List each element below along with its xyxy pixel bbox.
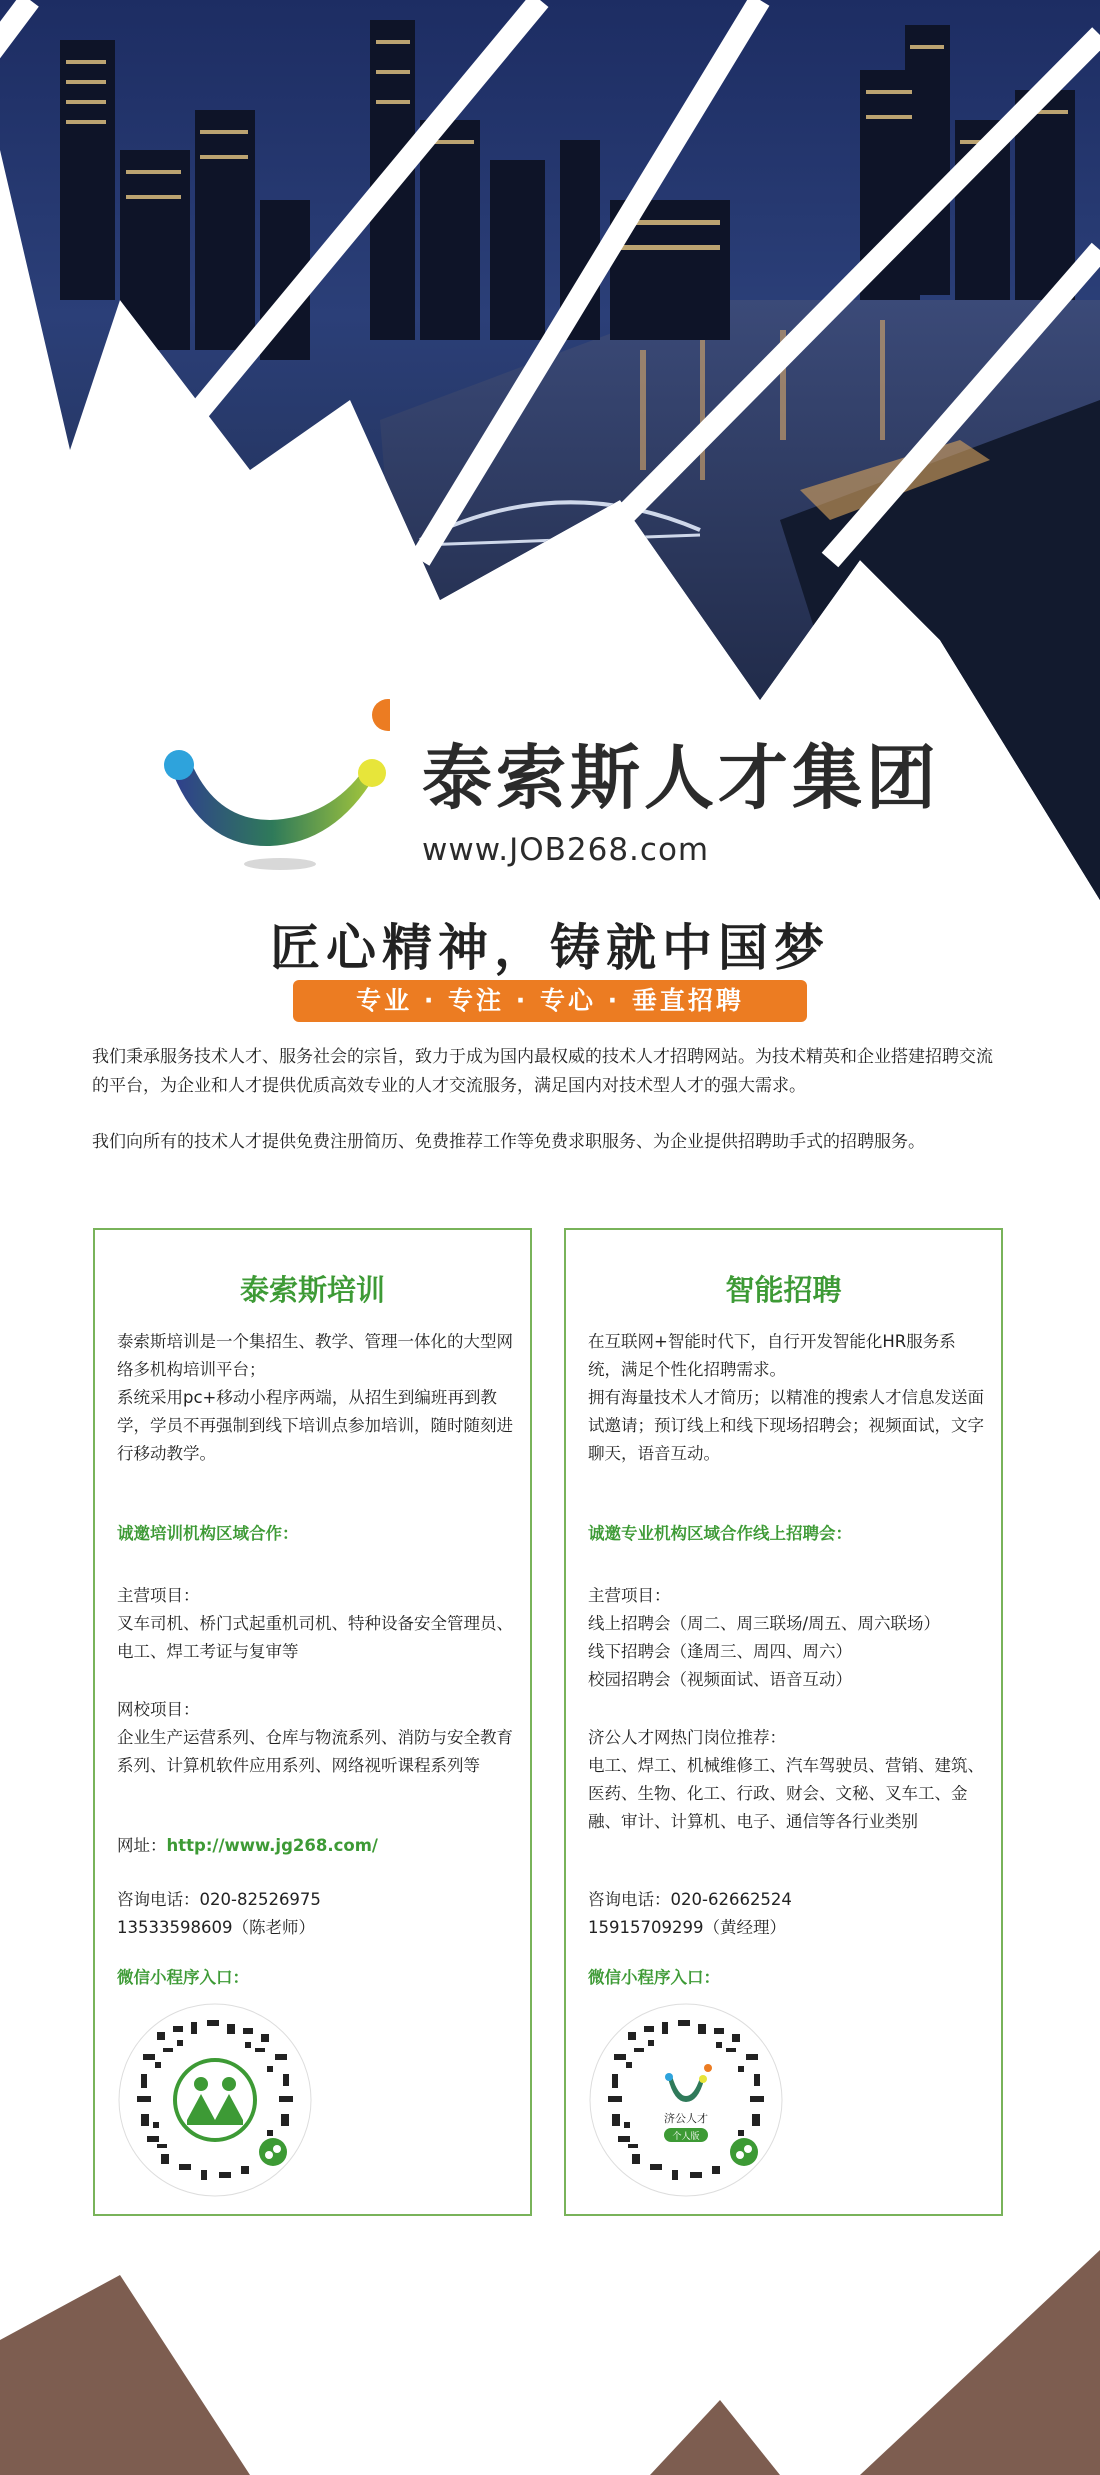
recruitment-main-item: 线上招聘会（周二、周三联场/周五、周六联场）	[588, 1614, 941, 1633]
recruitment-mini-program-title: 微信小程序入口：	[588, 1968, 720, 1987]
recruitment-main-projects	[588, 1582, 988, 1694]
tagline-badge: 专业 · 专注 · 专心 · 垂直招聘	[293, 980, 807, 1022]
slogan-heading: 匠心精神，铸就中国梦	[270, 919, 830, 977]
brand-url[interactable]: www.JOB268.com	[422, 832, 710, 868]
intro-paragraph-1: 我们秉承服务技术人才、服务社会的宗旨，致力于成为国内最权威的技术人才招聘网站。为技术精英和企业搭建招聘交流的平台，为企业和人才提供优质高效专业的人才交流服务，满足国内对技术型人才的强大需求。	[92, 1047, 993, 1096]
training-school-text: 企业生产运营系列、仓库与物流系列、消防与安全教育系列、计算机软件应用系列、网络视听课程系列等	[117, 1728, 513, 1775]
recruitment-card	[564, 1228, 1003, 2216]
recruitment-hot-jobs	[588, 1724, 988, 1836]
recruitment-hot-label: 济公人才网热门岗位推荐：	[588, 1728, 786, 1747]
recruitment-main-item: 校园招聘会（视频面试、语音互动）	[588, 1670, 852, 1689]
smile-arc-logo-icon	[160, 698, 390, 873]
training-qr-code-icon[interactable]	[117, 2002, 313, 2198]
training-card-title: 泰索斯培训	[239, 1273, 385, 1307]
recruitment-card-title: 智能招聘	[725, 1273, 842, 1307]
recruitment-contact	[588, 1886, 988, 1942]
training-school-projects	[117, 1696, 517, 1780]
recruitment-main-label: 主营项目：	[588, 1586, 671, 1605]
recruitment-section-title: 诚邀专业机构区域合作线上招聘会：	[588, 1524, 852, 1543]
training-desc-2: 系统采用pc+移动小程序两端，从招生到编班再到教学，学员不再强制到线下培训点参加培训，随时随刻进行移动教学。	[117, 1388, 513, 1463]
recruitment-main-item: 线下招聘会（逢周三、周四、周六）	[588, 1642, 852, 1661]
training-card	[93, 1228, 532, 2216]
recruitment-qr-badge: 个人版	[672, 2132, 700, 2142]
training-site-label: 网址：	[117, 1836, 167, 1855]
training-main-label: 主营项目：	[117, 1586, 200, 1605]
training-school-label: 网校项目：	[117, 1700, 200, 1719]
training-phone-2: 13533598609（陈老师）	[117, 1918, 315, 1937]
recruitment-hot-text: 电工、焊工、机械维修工、汽车驾驶员、营销、建筑、医药、生物、化工、行政、财会、文秘、叉车工、金融、审计、计算机、电子、通信等各行业类别	[588, 1756, 984, 1831]
recruitment-phone-1: 咨询电话：020-62662524	[588, 1890, 792, 1909]
recruitment-qr-label: 济公人才	[664, 2112, 708, 2125]
training-main-text: 叉车司机、桥门式起重机司机、特种设备安全管理员、电工、焊工考证与复审等	[117, 1614, 513, 1661]
training-contact	[117, 1886, 517, 1942]
training-section-title: 诚邀培训机构区域合作：	[117, 1524, 299, 1543]
recruitment-desc-2: 拥有海量技术人才简历；以精准的搜索人才信息发送面试邀请；预订线上和线下现场招聘会；视频面试，文字聊天，语音互动。	[588, 1388, 984, 1463]
footer-decorative-triangles	[0, 2200, 1100, 2475]
training-description	[117, 1328, 517, 1468]
training-website-row	[117, 1832, 517, 1860]
recruitment-desc-1: 在互联网+智能时代下，自行开发智能化HR服务系统，满足个性化招聘需求。	[588, 1332, 956, 1379]
training-desc-1: 泰索斯培训是一个集招生、教学、管理一体化的大型网络多机构培训平台；	[117, 1332, 513, 1379]
training-phone-1: 咨询电话：020-82526975	[117, 1890, 321, 1909]
recruitment-qr-code-icon[interactable]	[588, 2002, 784, 2198]
brand-name: 泰索斯人才集团	[422, 737, 940, 819]
intro-paragraph-2: 我们向所有的技术人才提供免费注册简历、免费推荐工作等免费求职服务、为企业提供招聘助手式的招聘服务。	[92, 1132, 925, 1152]
training-main-projects	[117, 1582, 517, 1666]
training-site-link[interactable]: http://www.jg268.com/	[166, 1836, 378, 1855]
recruitment-phone-2: 15915709299（黄经理）	[588, 1918, 786, 1937]
training-mini-program-title: 微信小程序入口：	[117, 1968, 249, 1987]
recruitment-description	[588, 1328, 988, 1468]
